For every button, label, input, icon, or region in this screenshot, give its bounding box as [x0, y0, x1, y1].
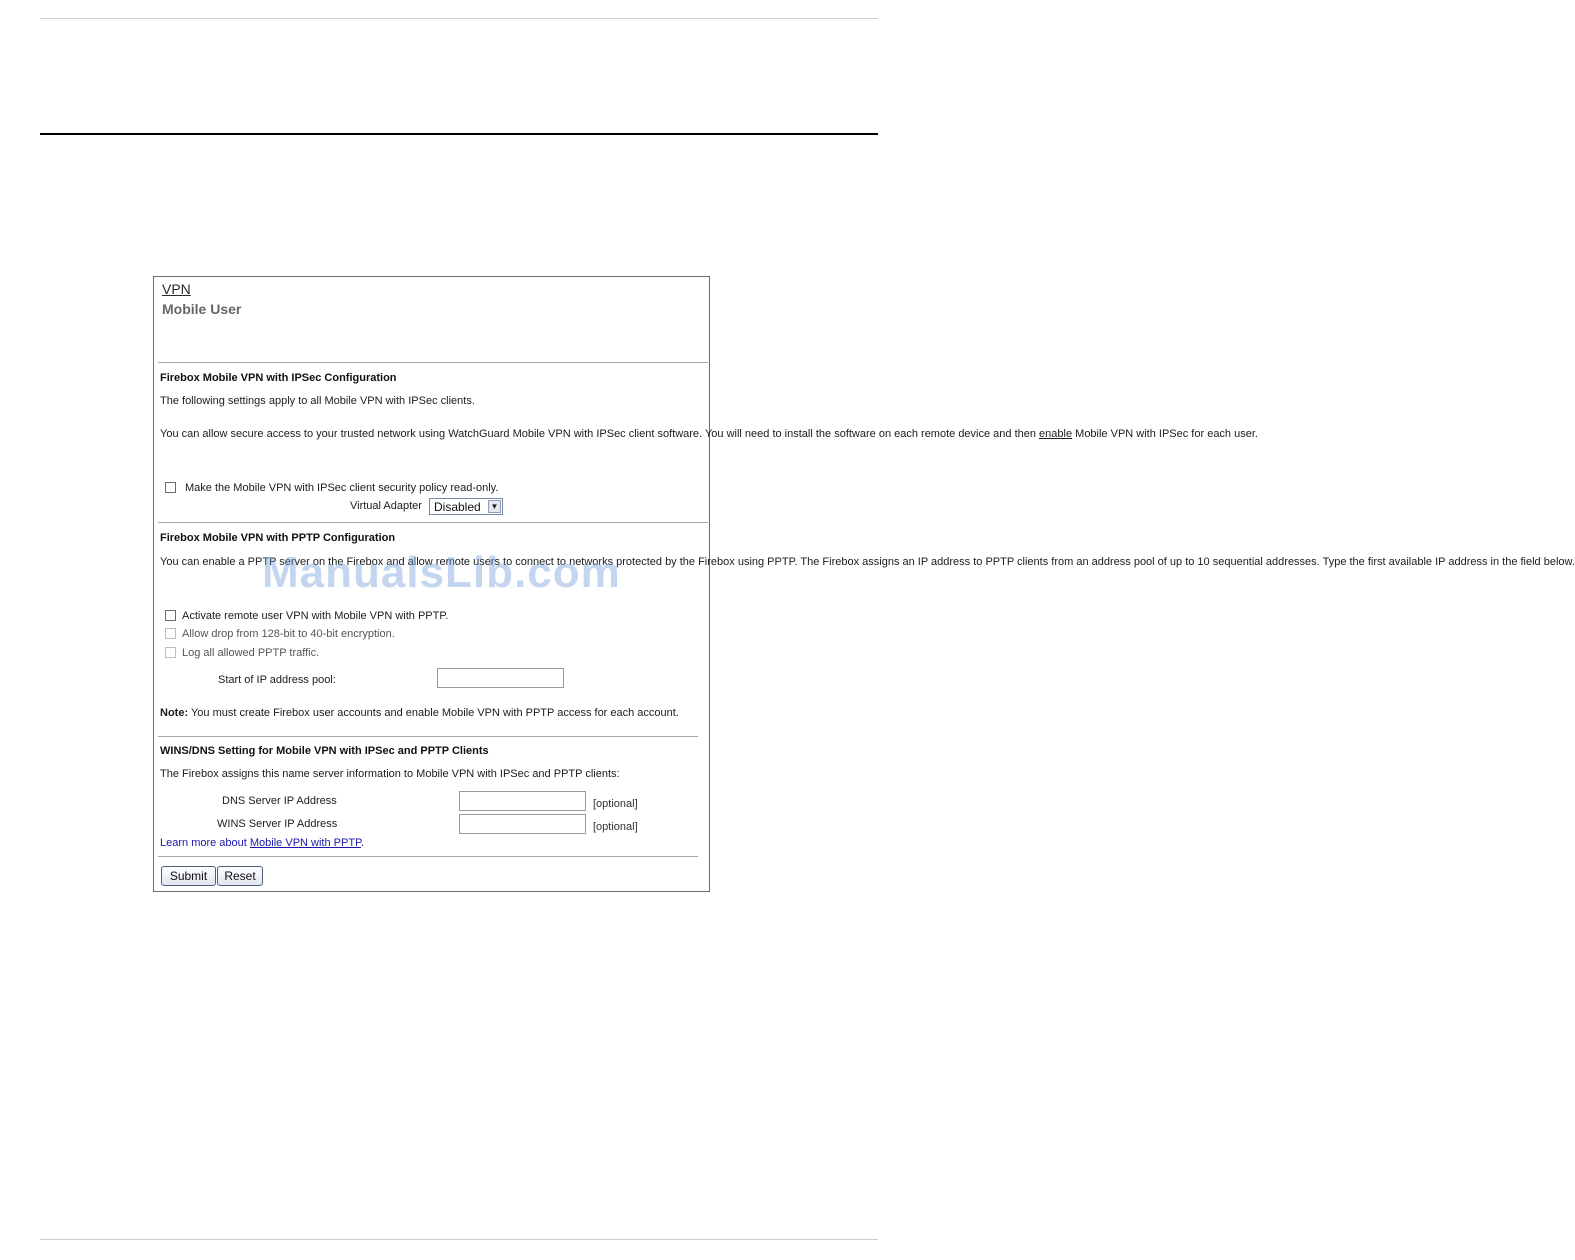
divider [158, 856, 698, 857]
wins-dns-heading: WINS/DNS Setting for Mobile VPN with IPSec and PPTP Clients [160, 745, 489, 757]
ipsec-description: You can allow secure access to your trusted network using WatchGuard Mobile VPN with IPSec client software. You will need to install the software on each remote device and then enable Mobile VPN with IPSec for each user. [160, 428, 1258, 440]
enable-link[interactable]: enable [1039, 428, 1073, 440]
divider [158, 522, 708, 523]
virtual-adapter-label: Virtual Adapter [350, 500, 422, 512]
dns-optional-hint: [optional] [593, 798, 638, 810]
mobile-vpn-pptp-link[interactable]: Mobile VPN with PPTP [249, 837, 361, 849]
virtual-adapter-value: Disabled [434, 500, 481, 514]
ip-pool-label: Start of IP address pool: [218, 674, 336, 686]
wins-optional-hint: [optional] [593, 821, 638, 833]
allow-drop-encryption-label: Allow drop from 128-bit to 40-bit encryption. [182, 628, 395, 640]
wins-dns-description: The Firebox assigns this name server information to Mobile VPN with IPSec and PPTP clients: [160, 768, 620, 780]
readonly-policy-label: Make the Mobile VPN with IPSec client security policy read-only. [185, 482, 499, 494]
readonly-policy-checkbox[interactable] [165, 482, 176, 493]
pptp-description: You can enable a PPTP server on the Firebox and allow remote users to connect to networks protected by the Firebox using PPTP. The Firebox assigns an IP address to PPTP clients from an address pool of up to 10 sequential addresses. Type the first available IP address in the field below. [160, 556, 1575, 568]
divider [158, 362, 708, 363]
reset-button[interactable]: Reset [217, 866, 263, 886]
watermark-text: ManualsLib.com [262, 548, 621, 597]
virtual-adapter-select[interactable] [429, 498, 503, 515]
chevron-down-icon[interactable]: ▼ [488, 500, 501, 513]
submit-button[interactable]: Submit [161, 866, 216, 886]
pptp-note: Note: You must create Firebox user accounts and enable Mobile VPN with PPTP access for each account. [160, 707, 679, 719]
activate-pptp-label: Activate remote user VPN with Mobile VPN with PPTP. [182, 610, 449, 622]
page-header-rule [40, 133, 878, 135]
allow-drop-encryption-checkbox[interactable] [165, 628, 176, 639]
page-bottom-rule [40, 1239, 878, 1240]
dns-server-input[interactable] [459, 791, 586, 811]
pptp-heading: Firebox Mobile VPN with PPTP Configuration [160, 532, 396, 544]
wins-server-label: WINS Server IP Address [217, 818, 338, 830]
log-pptp-traffic-checkbox[interactable] [165, 647, 176, 658]
ipsec-intro: The following settings apply to all Mobile VPN with IPSec clients. [160, 395, 475, 407]
log-pptp-traffic-label: Log all allowed PPTP traffic. [182, 647, 320, 659]
breadcrumb-vpn[interactable]: VPN [162, 281, 191, 297]
dns-server-label: DNS Server IP Address [222, 795, 337, 807]
page-top-rule [40, 18, 878, 19]
page-title: Mobile User [162, 301, 242, 317]
ipsec-heading: Firebox Mobile VPN with IPSec Configuration [160, 372, 397, 384]
learn-more-text: Learn more about Mobile VPN with PPTP. [160, 837, 365, 849]
wins-server-input[interactable] [459, 814, 586, 834]
divider [158, 736, 698, 737]
ip-pool-input[interactable] [437, 668, 564, 688]
activate-pptp-checkbox[interactable] [165, 610, 176, 621]
